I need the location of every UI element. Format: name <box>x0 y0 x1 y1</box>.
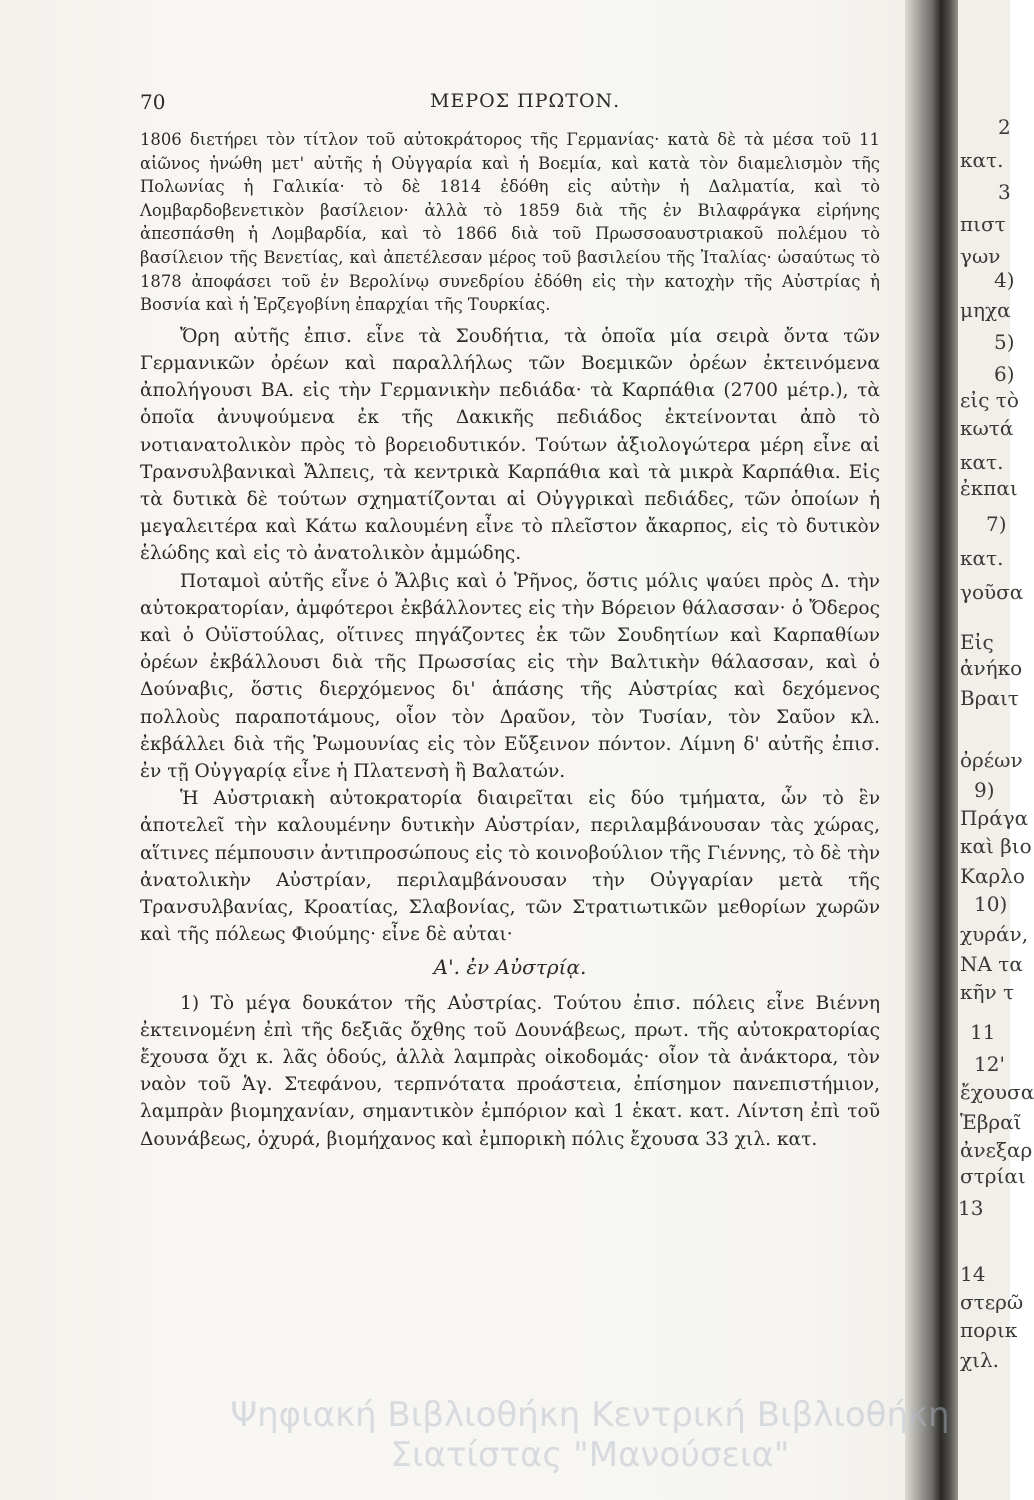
margin-fragment: ἐκπαι <box>960 476 1018 500</box>
margin-fragment: Καρλο <box>960 864 1025 888</box>
margin-fragment: κῆν τ <box>960 980 1015 1004</box>
margin-fragment: κατ. <box>960 450 1004 474</box>
margin-fragment: 3 <box>998 180 1011 204</box>
margin-fragment: ΝΑ τα <box>960 952 1023 976</box>
margin-fragment: Ἑβραῖ <box>960 1110 1022 1134</box>
paragraph-mountains: Ὄρη αὐτῆς ἐπισ. εἶνε τὰ Σουδήτια, τὰ ὁποῖα μία σειρὰ ὄντα τῶν Γερμανικῶν ὀρέων καὶ παραλλήλως τῶν Βοεμικῶν ὀρέων ἐκτεινόμενα ἀπολήγουσι ΒΑ. εἰς τὴν Γερμανικὴν πεδιάδα· τὰ Καρπάθια (2700 μέτρ.), τὰ ὁποῖα ἀνυψούμενα ἐκ τῆς Δακικῆς πεδιάδος ἐκτείνονται ἀπὸ τὸ νοτιανατολικὸν πρὸς τὸ βορειοδυτικόν. Τούτων ἀξιολογώτερα μέρη εἶνε αἱ Τρανσυλβανικαὶ Ἄλπεις, τὰ κεντρικὰ Καρπάθια καὶ τὰ μικρὰ Καρπάθια. Εἰς τὰ δυτικὰ δὲ τούτων σχηματίζονται αἱ Οὐγγρικαὶ πεδιάδες, τῶν ὁποίων ἡ μεγαλειτέρα καὶ Κάτω καλουμένη εἶνε τὸ πλεῖστον ἄκαρπος, εἰς τὸ δυτικὸν ἑλώδης καὶ εἰς τὸ ἀνατολικὸν ἀμμώδης. <box>140 325 880 565</box>
margin-fragment: στρίαι <box>960 1164 1026 1188</box>
margin-fragment: στερῶ <box>960 1290 1024 1314</box>
book-gutter <box>905 0 965 1500</box>
margin-fragment: πορικ <box>960 1318 1018 1342</box>
margin-fragment: 5) <box>994 330 1015 354</box>
margin-fragment: 13 <box>958 1196 984 1220</box>
facing-page-edge <box>958 0 1034 1500</box>
section-heading: Α'. ἐν Αὐστρίᾳ. <box>433 955 587 980</box>
margin-fragment: γοῦσα <box>960 580 1024 604</box>
margin-fragment: μηχα <box>960 298 1011 322</box>
margin-fragment: 11 <box>970 1020 996 1044</box>
paragraph-rivers: Ποταμοὶ αὐτῆς εἶνε ὁ Ἄλβις καὶ ὁ Ῥῆνος, ὅστις μόλις ψαύει πρὸς Δ. τὴν αὐτοκρατορίαν, ἀμφότεροι ἐκβάλλοντες εἰς τὴν Βόρειον θάλασσαν· ὁ Ὄδερος καὶ ὁ Οὐϊστούλας, οἵτινες πηγάζοντες ἐκ τῶν Σουδητίων καὶ Καρπαθίων ὀρέων ἐκβάλλουσι διὰ τῆς Πρωσσίας εἰς τὴν Βαλτικὴν θάλασσαν, καὶ ὁ Δούναβις, ὅστις διερχόμενος δι' ἁπάσης τῆς Αὐστρίας καὶ δεχόμενος πολλοὺς παραποτάμους, οἷον τὸν Δραῦον, τὸν Τυσίαν, τὸν Σαῦον κλ. ἐκβάλλει διὰ τῆς Ῥωμουνίας εἰς τὸν Εὔξεινον πόντον. Λίμνη δ' αὐτῆς ἐπισ. ἐν τῇ Οὐγγαρίᾳ εἶνε ἡ Πλατενσὴ ἢ Βαλατών. <box>140 570 880 782</box>
margin-fragment: ὀρέων <box>960 748 1023 772</box>
running-head: ΜΕΡΟΣ ΠΡΩΤΟΝ. <box>430 90 621 112</box>
margin-fragment: πιστ <box>960 212 1006 236</box>
margin-fragment: 4) <box>994 268 1015 292</box>
margin-fragment: κωτά <box>960 416 1014 440</box>
margin-fragment: ἀνεξαρ <box>960 1138 1033 1162</box>
paragraph-austria-duchy: 1) Τὸ μέγα δουκάτον τῆς Αὐστρίας. Τούτου ἐπισ. πόλεις εἶνε Βιέννη ἐκτεινομένη ἐπὶ τῆς δεξιᾶς ὄχθης τοῦ Δουνάβεως, πρωτ. τῆς αὐτοκρατορίας ἔχουσα ὄχι κ. λᾶς ὁδούς, ἀλλὰ λαμπρὰς οἰκοδομάς· οἷον τὰ ἀνάκτορα, τὸν ναὸν τοῦ Ἁγ. Στεφάνου, τερπνότατα προάστεια, ἐπίσημον πανεπιστήμιον, λαμπρὰν βιομηχανίαν, σημαντικὸν ἐμπόριον καὶ 1 ἑκατ. κατ. Λίντση ἐπὶ τοῦ Δουνάβεως, ὀχυρά, βιομήχανος καὶ ἐμπορικὴ πόλις ἔχουσα 33 χιλ. κατ. <box>140 992 880 1150</box>
margin-fragment: Βραιτ <box>960 686 1019 710</box>
margin-fragment: κατ. <box>960 148 1004 172</box>
margin-fragment: 2 <box>998 115 1011 139</box>
margin-fragment: γων <box>960 244 1001 268</box>
margin-fragment: 9) <box>974 778 995 802</box>
margin-fragment: κατ. <box>960 546 1004 570</box>
library-watermark: Ψηφιακή Βιβλιοθήκη Κεντρική Βιβλιοθήκη Σιατίστας "Μανούσεια" <box>230 1395 950 1475</box>
margin-fragment: 12' <box>974 1052 1005 1076</box>
margin-fragment: ἔχουσα <box>960 1080 1034 1104</box>
page-header <box>140 90 900 118</box>
paragraph-division: Ἡ Αὐστριακὴ αὐτοκρατορία διαιρεῖται εἰς δύο τμήματα, ὧν τὸ ἓν ἀποτελεῖ τὴν καλουμένην δυτικὴν Αὐστρίαν, περιλαμβάνουσαν τὰς χώρας, αἵτινες πέμπουσιν ἀντιπροσώπους εἰς τὸ κοινοβούλιον τῆς Γιέννης, τὸ δὲ τὴν ἀνατολικὴν Αὐστρίαν, περιλαμβάνουσαν τὴν Οὐγγαρίαν μετὰ τῆς Τρανσυλβανίας, Κροατίας, Σλαβονίας, τῶν Στρατιωτικῶν μεθορίων χωρῶν καὶ τῆς πόλεως Φιούμης· εἶνε δὲ αὐται· <box>140 788 880 946</box>
margin-fragment: ἀνήκο <box>960 656 1023 680</box>
margin-fragment: 6) <box>994 362 1015 386</box>
paragraph-history: 1806 διετήρει τὸν τίτλον τοῦ αὐτοκράτορος τῆς Γερμανίας· κατὰ δὲ τὰ μέσα τοῦ 11 αἰῶνος ἡνώθη μετ' αὐτῆς ἡ Οὐγγαρία καὶ ἡ Βοεμία, καὶ κατὰ τὸν διαμελισμὸν τῆς Πολωνίας ἡ Γαλικία· τὸ δὲ 1814 ἐδόθη εἰς αὐτὴν ἡ Δαλματία, καὶ τὸ Λομβαρδοβενετικὸν βασίλειον· ἀλλὰ τὸ 1859 διὰ τῆς ἐν Βιλαφράγκα εἰρήνης ἀπεσπάσθη ἡ Λομβαρδία, καὶ τὸ 1866 διὰ τοῦ Πρωσσοαυστριακοῦ πολέμου τὸ βασίλειον τῆς Βενετίας, καὶ ἀπετέλεσαν μέρος τοῦ βασιλείου τῆς Ἰταλίας· ὡσαύτως τὸ 1878 ἀποφάσει τοῦ ἐν Βερολίνῳ συνεδρίου ἐδόθη εἰς τὴν κατοχὴν τῆς Αὐστρίας ἡ Βοσνία καὶ ἡ Ἐρζεγοβίνη ἐπαρχίαι τῆς Τουρκίας. <box>140 130 880 315</box>
body-text <box>140 128 880 1153</box>
margin-fragment: εἰς τὸ <box>960 388 1019 412</box>
page-number: 70 <box>140 90 166 114</box>
margin-fragment: 14 <box>960 1262 986 1286</box>
margin-fragment: 7) <box>986 512 1007 536</box>
margin-fragment: χιλ. <box>960 1348 999 1372</box>
margin-fragment: καὶ βιο <box>960 834 1032 858</box>
margin-fragment: 10) <box>974 892 1008 916</box>
margin-fragment: Εἰς <box>960 630 994 654</box>
margin-fragment: Πράγα <box>960 806 1029 830</box>
margin-fragment: χυράν, <box>960 922 1029 946</box>
